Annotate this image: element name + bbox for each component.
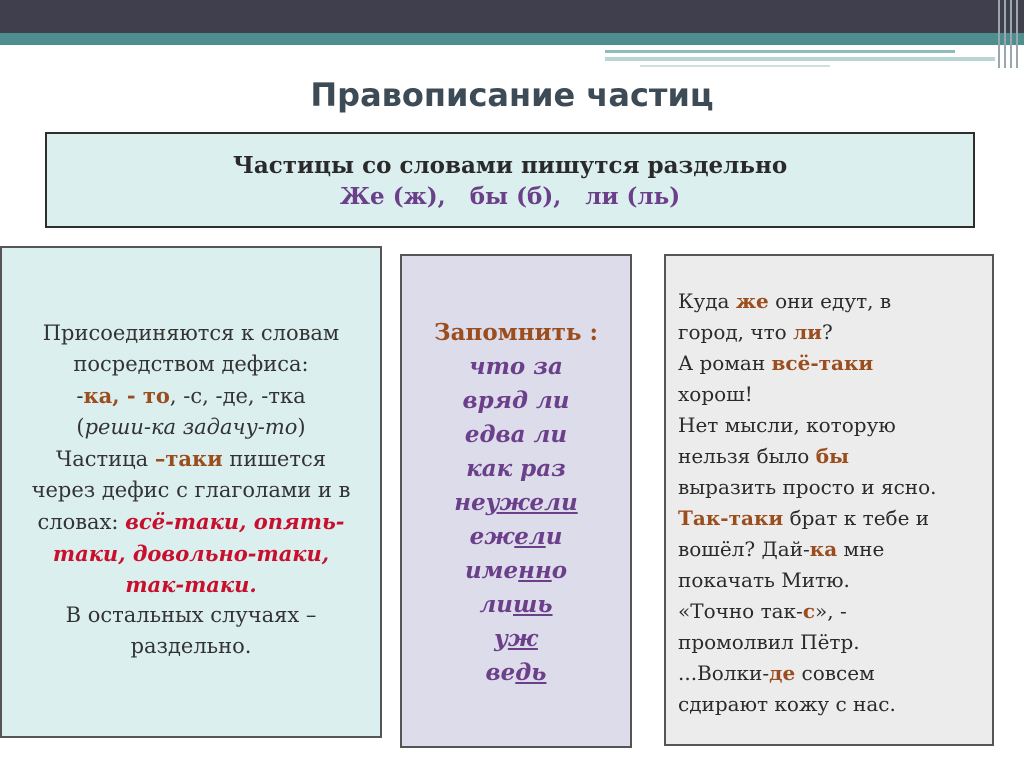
hyphen-rule-box	[0, 246, 382, 738]
particle-highlight: бы	[815, 444, 850, 468]
header-vertical-line	[998, 0, 1000, 68]
text-line	[2, 443, 380, 475]
example-line	[678, 596, 992, 627]
text-line: через дефис с глаголами и в	[31, 478, 351, 502]
word-part: и	[545, 523, 563, 550]
remember-heading: Запомнить :	[434, 319, 598, 346]
header-vertical-line	[1016, 0, 1018, 68]
example-line: покачать Митю.	[678, 568, 850, 592]
word-item: едва ли	[464, 421, 568, 448]
example-words: всё-таки, опять-	[125, 509, 345, 534]
example-line	[678, 503, 992, 534]
text-fragment: А роман	[678, 351, 772, 375]
example-line: промолвил Пётр.	[678, 630, 860, 654]
word-item	[402, 486, 630, 520]
word-item	[402, 520, 630, 554]
header-vertical-line	[1004, 0, 1006, 68]
text-fragment: », -	[815, 599, 847, 623]
example-line	[678, 534, 992, 565]
example-line	[678, 348, 992, 379]
word-item	[402, 622, 630, 656]
text-fragment: мне	[837, 537, 885, 561]
text-fragment: вошёл? Дай-	[678, 537, 810, 561]
text-fragment: Частица	[56, 447, 155, 471]
word-part: ве	[485, 659, 516, 686]
text-fragment: ...Волки-	[678, 661, 770, 685]
slide-title: Правописание частиц	[310, 76, 714, 114]
text-line	[2, 412, 380, 443]
particle-highlight: –таки	[154, 446, 223, 471]
text-line: раздельно.	[130, 634, 252, 658]
example-line: Нет мысли, которую	[678, 413, 896, 437]
text-line: В остальных случаях –	[65, 603, 317, 627]
header-stripe	[640, 65, 830, 67]
rule-line-particles: Же (ж), бы (б), ли (ль)	[339, 183, 681, 210]
example-line: хорош!	[678, 382, 753, 406]
text-fragment: словах:	[37, 510, 126, 534]
word-item: как раз	[466, 455, 566, 482]
text-fragment: , -с, -де, -тка	[169, 384, 306, 408]
header-stripe	[605, 57, 995, 61]
example-line	[678, 286, 992, 317]
word-part: не	[454, 489, 486, 516]
header-bar-dark	[0, 0, 1024, 33]
particle-highlight: ли	[793, 320, 823, 344]
text-fragment: Куда	[678, 289, 736, 313]
word-item: вряд ли	[462, 387, 570, 414]
particle-highlight: ка	[83, 383, 113, 408]
word-item: что за	[469, 353, 563, 380]
particle-highlight: Так-таки	[678, 506, 784, 530]
word-part-underlined: ж	[507, 625, 538, 652]
particle-highlight: же	[735, 289, 769, 313]
word-item	[402, 656, 630, 690]
particle-highlight: всё-таки	[771, 351, 874, 375]
word-part: име	[464, 557, 519, 584]
word-part: еж	[469, 523, 515, 550]
header-vertical-line	[1010, 0, 1012, 68]
example-line	[678, 441, 992, 472]
word-part-underlined: ужели	[485, 489, 578, 516]
text-fragment: совсем	[795, 661, 875, 685]
example-line	[678, 317, 992, 348]
particle-highlight: ка	[809, 537, 838, 561]
text-fragment: «Точно так-	[678, 599, 803, 623]
text-fragment: , -	[112, 383, 143, 408]
header-stripe	[605, 50, 955, 53]
particle-highlight: де	[769, 661, 796, 685]
example-line: сдирают кожу с нас.	[678, 692, 896, 716]
particle-highlight: то	[142, 383, 170, 408]
remember-box	[400, 254, 632, 748]
word-part: о	[551, 557, 568, 584]
text-fragment: )	[297, 415, 306, 439]
particle-highlight: с	[802, 599, 816, 623]
header-bar-teal	[0, 33, 1024, 45]
word-part-underlined: ел	[514, 523, 546, 550]
word-part-underlined: дь	[515, 659, 547, 686]
text-fragment: брат к тебе и	[783, 506, 930, 530]
text-line	[2, 506, 380, 538]
word-part: ли	[479, 591, 514, 618]
text-fragment: ?	[822, 320, 833, 344]
word-item	[402, 588, 630, 622]
example-line	[678, 658, 992, 689]
text-fragment: (	[76, 415, 85, 439]
text-fragment: город, что	[678, 320, 794, 344]
word-item	[402, 554, 630, 588]
text-fragment: нельзя было	[678, 444, 816, 468]
word-part: у	[494, 625, 508, 652]
example-line: выразить просто и ясно.	[678, 475, 937, 499]
text-line: посредством дефиса:	[73, 352, 309, 376]
word-part-underlined: шь	[513, 591, 553, 618]
rule-box	[45, 132, 975, 228]
text-fragment: -	[76, 384, 84, 408]
text-fragment: они едут, в	[768, 289, 892, 313]
word-part-underlined: нн	[518, 557, 552, 584]
example-words: так-таки.	[125, 572, 257, 597]
text-line	[2, 380, 380, 412]
examples-box	[664, 254, 994, 746]
text-fragment: пишется	[222, 447, 326, 471]
example-words: таки, довольно-таки,	[52, 541, 330, 566]
rule-line-main: Частицы со словами пишутся раздельно	[232, 152, 788, 179]
text-line: Присоединяются к словам	[42, 321, 340, 345]
example-phrase: реши-ка задачу-то	[84, 415, 298, 439]
